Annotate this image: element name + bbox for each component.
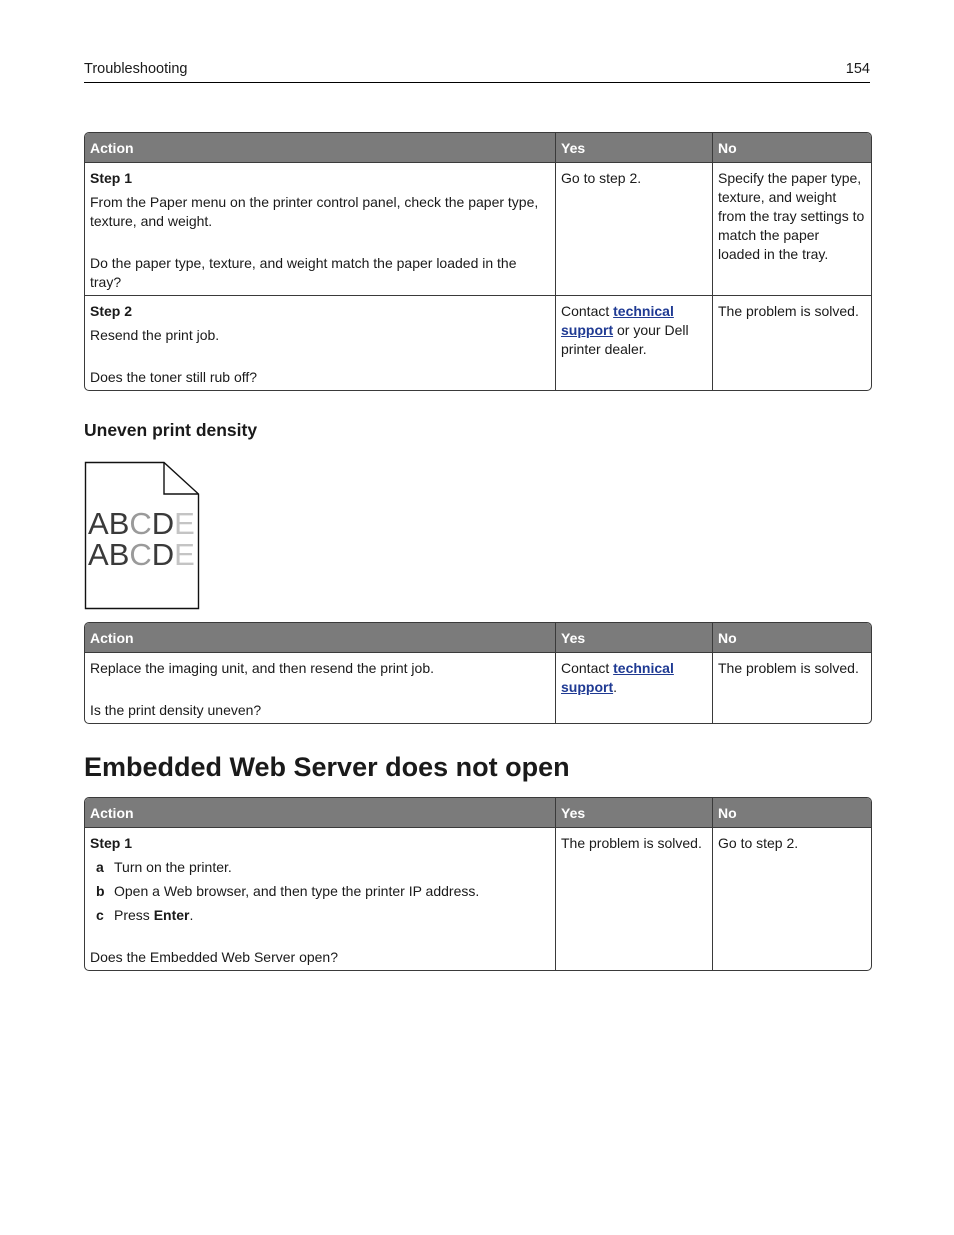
step-question: Does the Embedded Web Server open? [90,949,339,965]
page-header [84,60,870,83]
sample-letter: C [129,506,152,541]
substep-b: b Open a Web browser, and then type the printer IP address. [96,883,480,899]
action-cell [85,296,556,390]
sample-letter: D [151,537,175,572]
table-header [85,133,871,163]
section-title: Troubleshooting [84,61,188,77]
sample-letter: A [88,506,109,541]
sample-letter: D [151,506,175,541]
step-label: Step 1 [90,170,133,186]
sample-letter: B [108,537,130,572]
yes-cell: Go to step 2. [556,163,713,295]
action-cell [85,653,556,723]
yes-cell: The problem is solved. [556,828,713,970]
table-row [85,163,871,295]
step-instruction: Resend the print job. [90,327,220,343]
page-heading: Embedded Web Server does not open [84,752,570,782]
table-row [85,653,871,723]
step-instruction: From the Paper menu on the printer control panel, check the paper type, texture, and weight. [90,194,539,229]
no-cell: Specify the paper type, texture, and weight from the tray settings to match the paper loaded in the tray. [718,170,865,262]
technical-support-link[interactable]: technical support [561,660,674,695]
header-action: Action [85,798,556,827]
table-header [85,623,871,653]
sample-letter: A [88,537,109,572]
sample-letter: E [174,537,195,572]
sample-text-line-1 [88,506,195,541]
table-header [85,798,871,828]
step-question: Does the toner still rub off? [90,369,258,385]
technical-support-link[interactable]: technical support [561,303,674,338]
step-label: Step 2 [90,303,133,319]
action-cell [85,163,556,295]
sample-letter: B [108,506,130,541]
header-yes: Yes [556,798,713,827]
uneven-density-table [84,622,872,724]
no-cell: Go to step 2. [718,835,799,851]
sample-letter: E [174,506,195,541]
toner-rub-off-table [84,132,872,391]
yes-cell: Contact technical support or your Dell printer dealer. [556,296,713,390]
section-heading: Uneven print density [84,420,258,440]
step-instruction: Replace the imaging unit, and then resend the print job. [90,660,435,676]
no-cell: The problem is solved. [718,660,859,676]
yes-cell: Contact technical support. [556,653,713,723]
table-row [85,295,871,390]
step-question: Do the paper type, texture, and weight match the paper loaded in the tray? [90,255,517,290]
step-label: Step 1 [90,835,133,851]
sample-letter: C [129,537,152,572]
page-number: 154 [845,61,870,77]
header-action: Action [85,133,556,162]
step-question: Is the print density uneven? [90,702,262,718]
header-no: No [718,805,737,821]
header-no: No [718,140,737,156]
header-no: No [718,630,737,646]
action-cell [85,828,556,970]
header-action: Action [85,623,556,652]
substep-c: c Press Enter. [96,907,194,923]
header-yes: Yes [556,133,713,162]
uneven-density-illustration [84,461,200,610]
table-row [85,828,871,970]
substep-a: a Turn on the printer. [96,859,232,875]
ews-table [84,797,872,971]
enter-key-label: Enter [153,907,190,923]
no-cell: The problem is solved. [718,303,859,319]
sample-text-line-2 [88,537,195,572]
header-yes: Yes [556,623,713,652]
